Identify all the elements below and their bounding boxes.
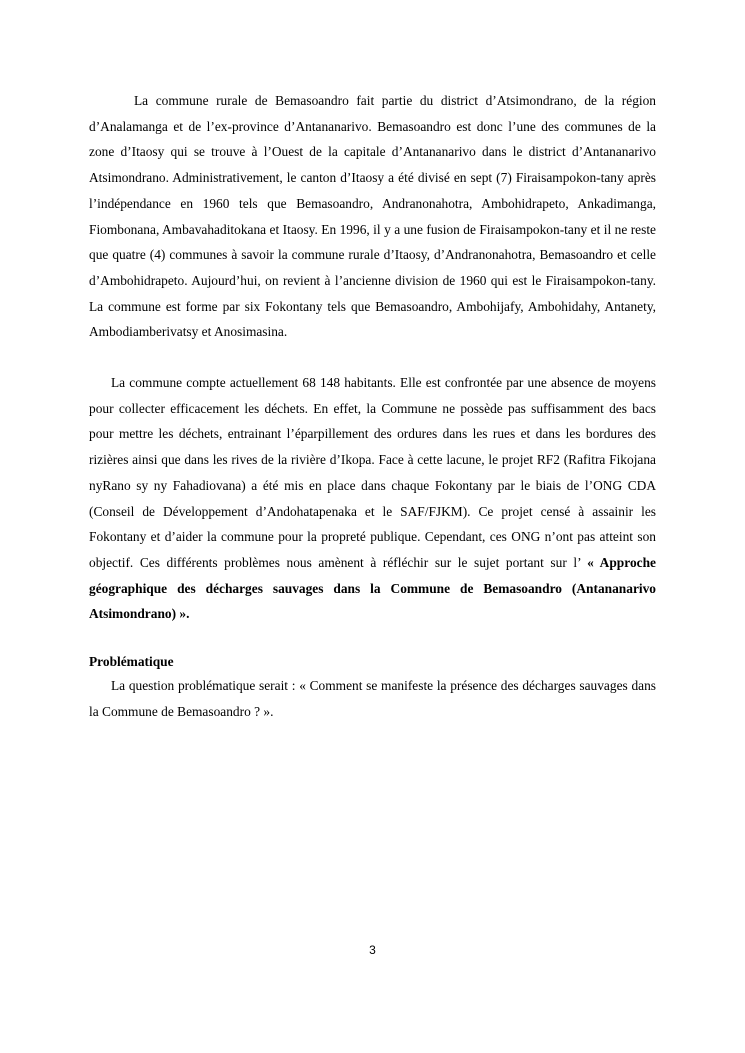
paragraph-context-text: La commune compte actuellement 68 148 habitants. Elle est confrontée par une absence de moyens pour collecter efficacement les déchets. En effet, la Commune ne possède pas suffisamment des bacs pour mettre les déchets, entrainant l’éparpillement des ordures dans les rues et dans les bordures des rizières ainsi que dans les rives de la rivière d’Ikopa. Face à cette lacune, le projet RF2 (Rafitra Fikojana nyRano sy ny Fahadiovana) a été mis en place dans chaque Fokontany par le biais de l’ONG CDA (Conseil de Développement d’Andohatapenaka et le SAF/FJKM). Ce projet censé à assainir les Fokontany et d’aider la commune pour la propreté publique. Cependant, ces ONG n’ont pas atteint son objectif. Ces différents problèmes nous amènent à réfléchir sur le sujet portant sur l’ [89,375,656,570]
paragraph-research-question: La question problématique serait : « Comment se manifeste la présence des décharges sauvages dans la Commune de Bemasoandro ? ». [89,678,656,719]
section-heading-problematique: Problématique [89,654,174,670]
paragraph-context [89,370,656,627]
page-number: 3 [369,943,376,957]
research-topic-title: « Approche géographique des décharges sauvages dans la Commune de Bemasoandro (Antananarivo Atsimondrano) ». [89,554,656,622]
paragraph-intro: La commune rurale de Bemasoandro fait partie du district d’Atsimondrano, de la région d’Analamanga et de l’ex-province d’Antananarivo. Bemasoandro est donc l’une des communes de la zone d’Itaosy qui se trouve à l’Ouest de la capitale d’Antananarivo dans le district d’Antananarivo Atsimondrano. Administrativement, le canton d’Itaosy a été divisé en sept (7) Firaisampokon-tany après l’indépendance en 1960 tels que Bemasoandro, Andranonahotra, Ambohidrapeto, Ankadimanga, Fiombonana, Ambavahaditokana et Itaosy. En 1996, il y a une fusion de Firaisampokon-tany et il ne reste que quatre (4) communes à savoir la commune rurale d’Itaosy, d’Andranonahotra, Bemasoandro et celle d’Ambohidrapeto. Aujourd’hui, on revient à l’ancienne division de 1960 qui est le Firaisampokon-tany. La commune est forme par six Fokontany tels que Bemasoandro, Ambohijafy, Ambohidahy, Antanety, Ambodiamberivatsy et Anosimasina. [89,93,656,340]
page-body [89,88,656,724]
